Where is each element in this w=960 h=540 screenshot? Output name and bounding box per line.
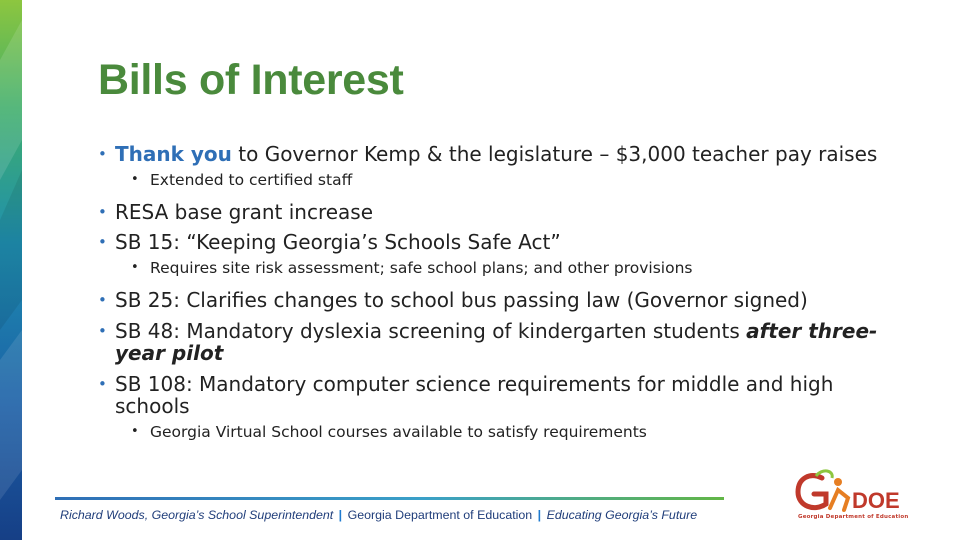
bullet-marker: • bbox=[131, 172, 139, 187]
bullet-item bbox=[98, 201, 898, 223]
bullet-text: RESA base grant increase bbox=[115, 200, 374, 224]
bullet-text: SB 108: Mandatory computer science requirements for middle and high schools bbox=[115, 372, 834, 418]
bullet-text: Georgia Virtual School courses available to satisfy requirements bbox=[150, 423, 647, 441]
bullet-text: Extended to certified staff bbox=[150, 171, 353, 189]
footer-divider bbox=[55, 497, 724, 500]
bullet-item bbox=[98, 373, 898, 417]
decorative-side-bar bbox=[0, 0, 22, 540]
bullet-marker: • bbox=[98, 375, 107, 393]
footer-tagline: Educating Georgia’s Future bbox=[546, 508, 698, 522]
sub-bullet-item bbox=[98, 423, 898, 441]
slide-title: Bills of Interest bbox=[98, 56, 404, 104]
bullet-item bbox=[98, 231, 898, 253]
bullet-item bbox=[98, 320, 898, 364]
bullet-item bbox=[98, 143, 898, 165]
bullet-text: SB 25: Clarifies changes to school bus passing law (Governor signed) bbox=[115, 288, 808, 312]
bullet-marker: • bbox=[98, 291, 107, 309]
bullet-text: SB 15: “Keeping Georgia’s Schools Safe Act” bbox=[115, 230, 561, 254]
bullet-list bbox=[98, 143, 898, 441]
bullet-item bbox=[98, 289, 898, 311]
footer-department: Georgia Department of Education bbox=[347, 508, 533, 522]
bullet-marker: • bbox=[98, 233, 107, 251]
sub-bullet-item bbox=[98, 259, 898, 277]
bullet-marker: • bbox=[98, 203, 107, 221]
bullet-marker: • bbox=[131, 424, 139, 439]
bullet-text: Requires site risk assessment; safe school plans; and other provisions bbox=[150, 259, 693, 277]
bullet-marker: • bbox=[131, 260, 139, 275]
footer-superintendent: Richard Woods, Georgia’s School Superintendent bbox=[60, 508, 334, 522]
footer-separator: | bbox=[338, 508, 343, 522]
svg-text:DOE: DOE bbox=[852, 488, 900, 513]
bullet-text: to Governor Kemp & the legislature – $3,000 teacher pay raises bbox=[231, 142, 878, 166]
bullet-marker: • bbox=[98, 145, 107, 163]
bullet-marker: • bbox=[98, 322, 107, 340]
footer-separator: | bbox=[537, 508, 542, 522]
footer bbox=[60, 508, 697, 522]
bullet-text: SB 48: Mandatory dyslexia screening of kindergarten students bbox=[115, 319, 747, 343]
logo-subtext: Georgia Department of Education bbox=[798, 514, 909, 520]
sub-bullet-item bbox=[98, 171, 898, 189]
bullet-text-emphasis: after three-year pilot bbox=[115, 319, 878, 365]
bullet-text-highlight: Thank you bbox=[115, 142, 232, 166]
